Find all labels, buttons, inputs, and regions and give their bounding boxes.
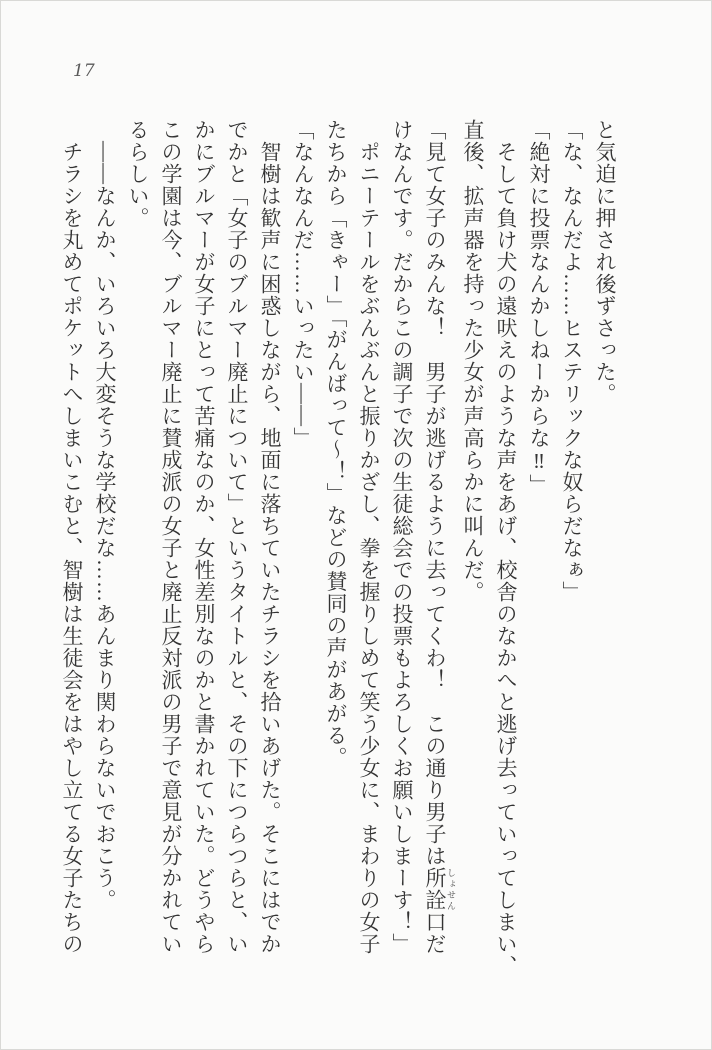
page-number: 17 — [73, 61, 95, 81]
text-line: 「なんなんだ……いったい——」 — [291, 119, 315, 449]
text-line: 「絶対に投票なんかしねーからな‼」 — [527, 119, 551, 496]
text-line: たちから「きゃー」「がんばって～！」などの賛同の声があがる。 — [324, 119, 348, 769]
text-line: かにブルマーが女子にとって苦痛なのか、女性差別なのかと書かれていた。どうやら — [192, 119, 216, 955]
text-line: 「見て女子のみんな！ 男子が逃げるように去ってくわ！ この通り男子は所詮 しょせん口だ — [423, 119, 456, 955]
furigana-ruby: 所詮 しょせん — [423, 867, 456, 911]
page-text — [55, 119, 621, 991]
text-line: 「な、なんだよ……ヒステリックな奴らだなぁ」 — [560, 119, 584, 603]
text-line: でかと「女子のブルマー廃止について」というタイトルと、その下につらつらと、い — [225, 119, 249, 955]
text-line: 直後、拡声器を持った少女が声高らかに叫んだ。 — [461, 119, 485, 603]
text-line: ポニーテールをぶんぶんと振りかざし、拳を握りしめて笑う少女に、まわりの女子 — [357, 119, 381, 955]
text-line: そして負け犬の遠吠えのような声をあげ、校舎のなかへと逃げ去っていってしまい、 — [494, 119, 518, 977]
text-line: チラシを丸めてポケットへしまいこむと、智樹は生徒会をはやし立てる女子たちの — [60, 119, 84, 955]
text-line: るらしい。 — [126, 119, 150, 229]
text-line: 智樹は歓声に困惑しながら、地面に落ちていたチラシを拾いあげた。そこにはでか — [258, 119, 282, 955]
text-line: この学園は今、ブルマー廃止に賛成派の女子と廃止反対派の男子で意見が分かれてい — [159, 119, 183, 955]
text-line: ——なんか、いろいろ大変そうな学校だな……あんまり関わらないでおこう。 — [93, 119, 117, 911]
text-line: と気迫に押され後ずさった。 — [593, 119, 617, 405]
text-line: けなんです。だからこの調子で次の生徒総会での投票もよろしくお願いしまーす！」 — [390, 119, 414, 955]
